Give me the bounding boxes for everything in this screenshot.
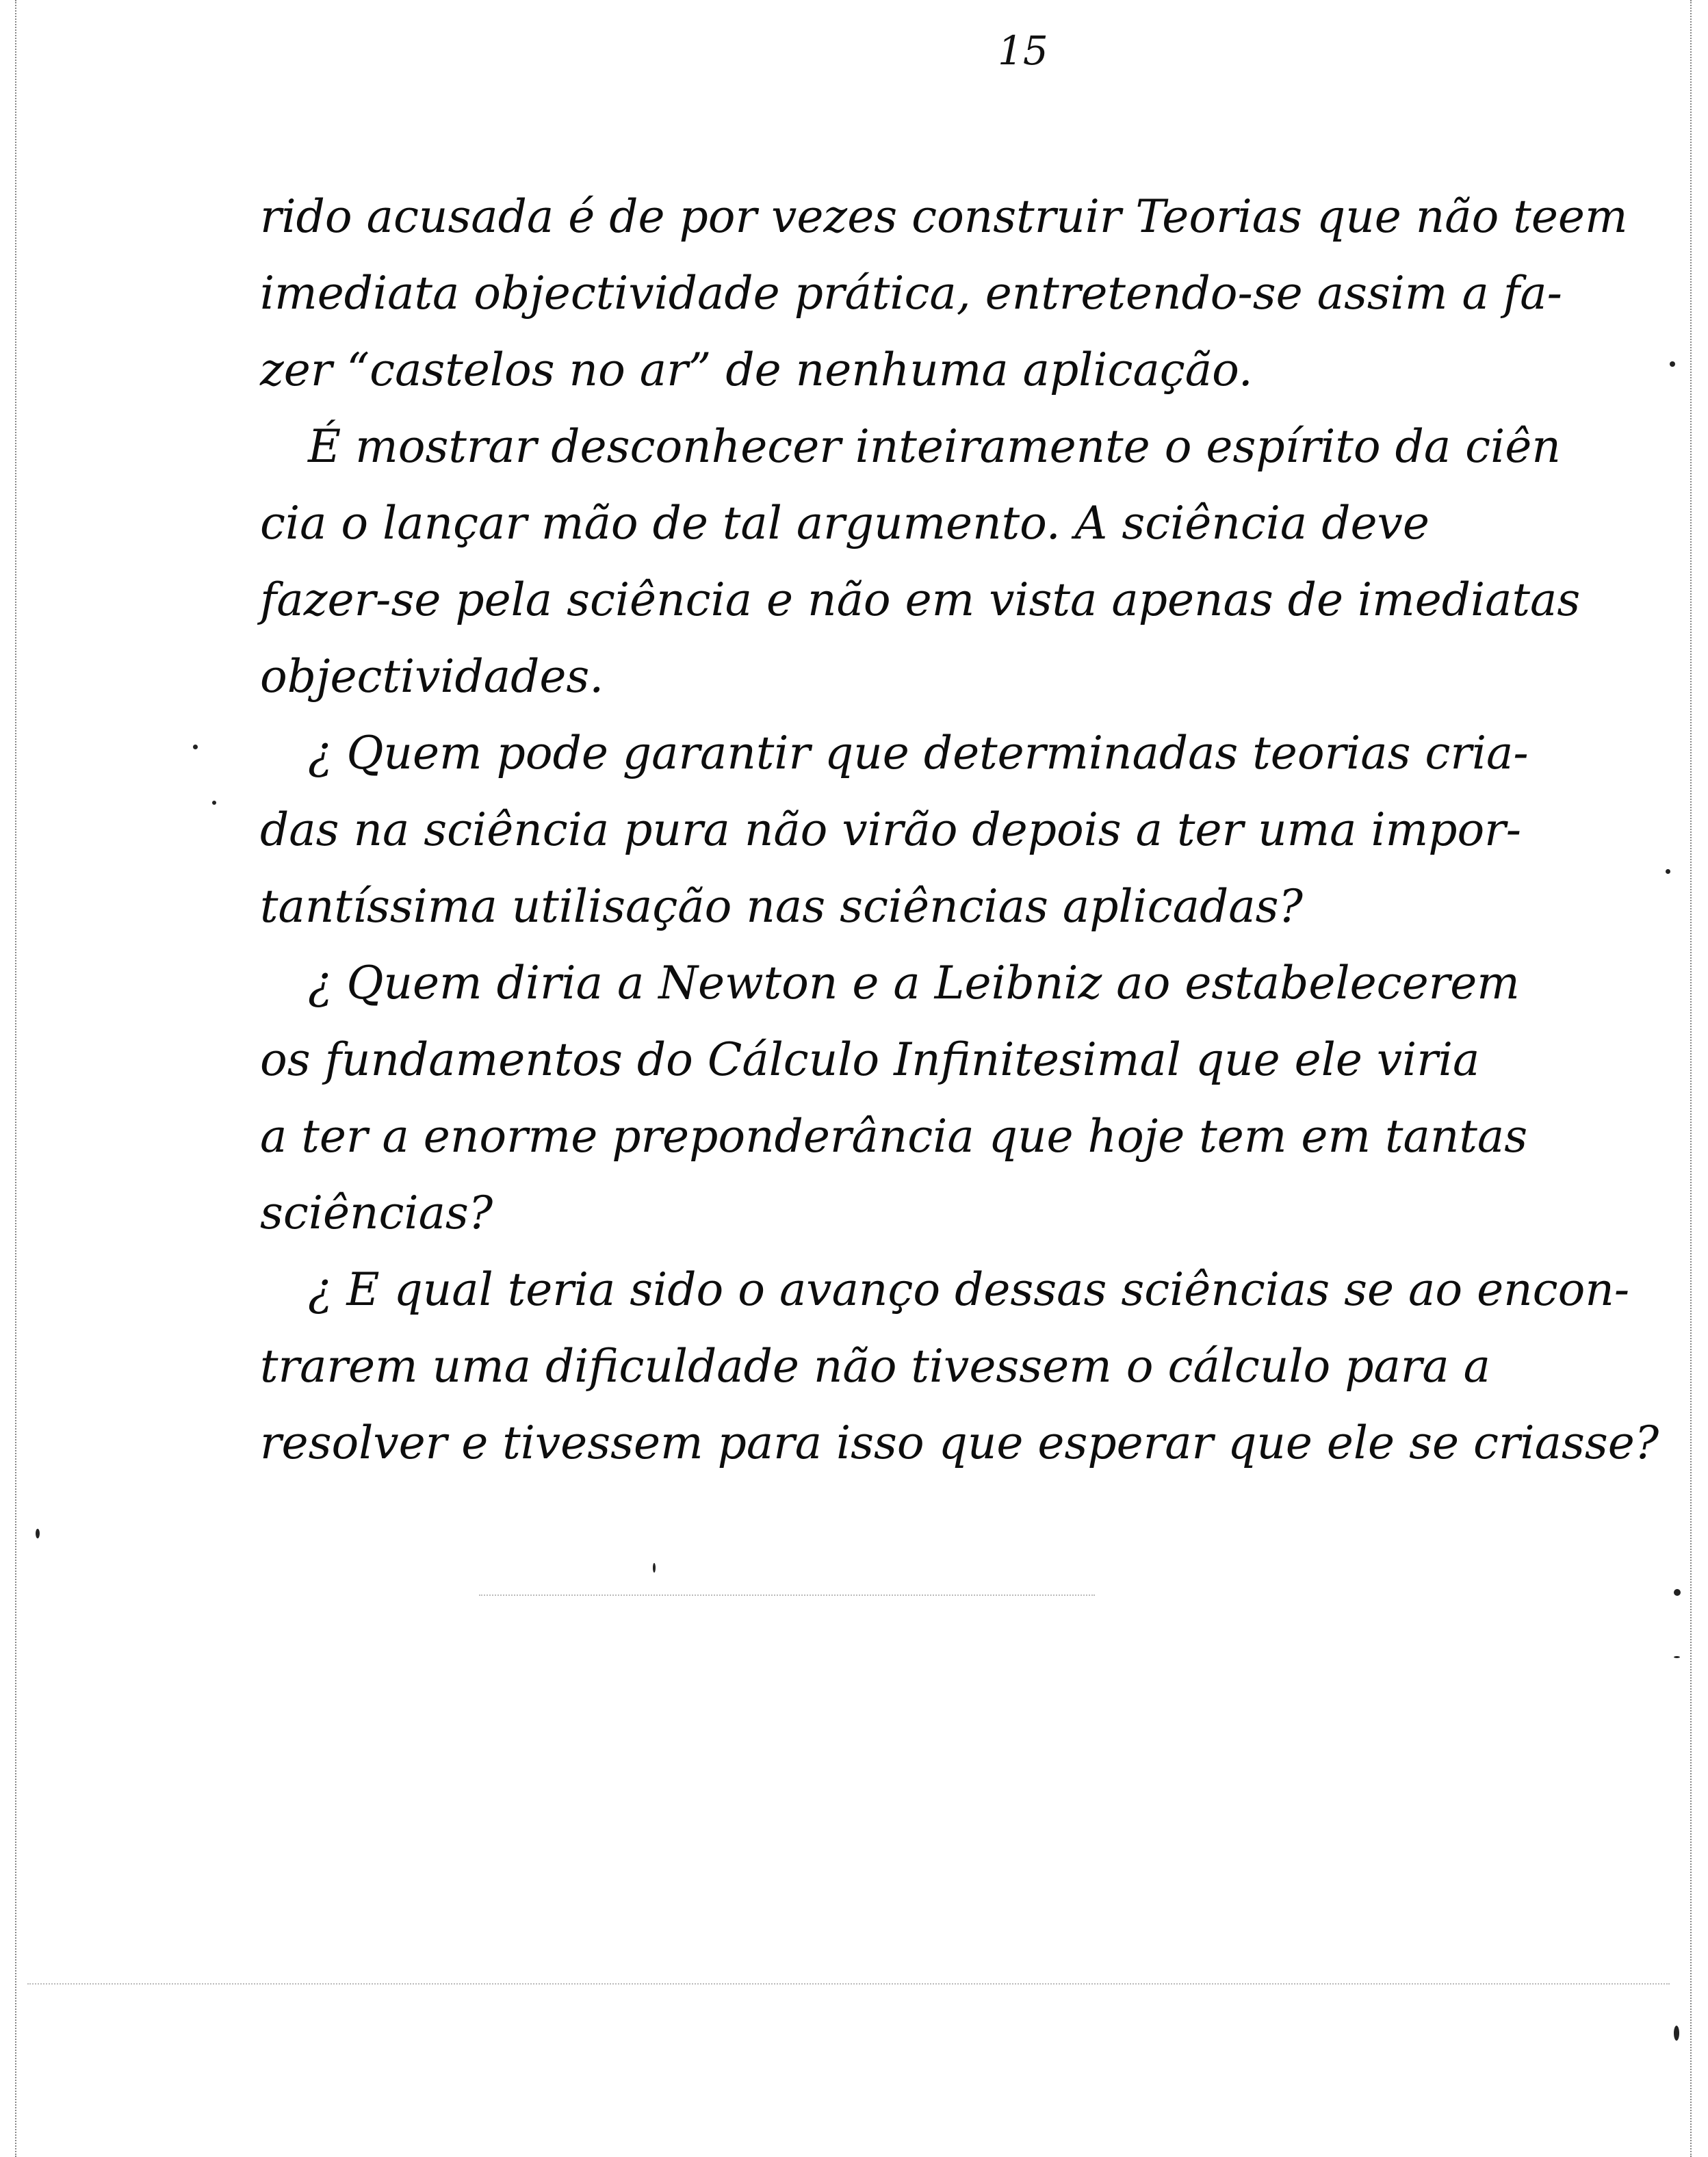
scan-edge-right: [1690, 0, 1692, 2157]
text-line: ¿ E qual teria sido o avanço dessas sciências se ao encon-: [308, 1263, 1630, 1316]
text-line: os fundamentos do Cálculo Infinitesimal que ele viria: [260, 1033, 1480, 1086]
text-line: das na sciência pura não virão depois a ter uma impor-: [260, 803, 1522, 856]
text-line: ¿ Quem diria a Newton e a Leibniz ao estabelecerem: [308, 957, 1520, 1009]
text-line: tantíssima utilisação nas sciências aplicadas?: [260, 880, 1303, 933]
text-line: rido acusada é de por vezes construir Teorias que não teem: [260, 190, 1628, 243]
scan-speck: [1674, 1589, 1681, 1596]
scan-speck: [1674, 2026, 1679, 2041]
text-line: É mostrar desconhecer inteiramente o espírito da ciên: [308, 420, 1561, 473]
text-line: resolver e tivessem para isso que esperar que ele se criasse?: [260, 1417, 1659, 1469]
scan-speck: [212, 801, 216, 805]
text-line: trarem uma dificuldade não tivessem o cálculo para a: [260, 1340, 1491, 1393]
scan-speck: [1674, 1656, 1680, 1658]
text-line: objectividades.: [260, 650, 604, 703]
handwritten-text-block: [260, 179, 1683, 1469]
text-line: sciências?: [260, 1187, 493, 1239]
scan-speck: [1666, 869, 1670, 874]
scan-noise-row: [27, 1983, 1670, 1985]
scan-speck: [193, 745, 198, 749]
text-line: ¿ Quem pode garantir que determinadas teorias cria-: [308, 727, 1529, 779]
scan-speck: [653, 1563, 656, 1573]
scan-speck: [36, 1529, 40, 1538]
page-number: 15: [998, 27, 1048, 74]
text-line: a ter a enorme preponderância que hoje tem em tantas: [260, 1110, 1528, 1163]
scan-edge-left: [15, 0, 16, 2157]
scan-noise-row: [479, 1594, 1095, 1596]
text-line: imediata objectividade prática, entretendo-se assim a fa-: [260, 267, 1562, 320]
text-line: fazer-se pela sciência e não em vista apenas de imediatas: [260, 573, 1581, 626]
scan-speck: [1670, 361, 1675, 367]
text-line: zer “castelos no ar” de nenhuma aplicação.: [260, 344, 1253, 396]
text-line: cia o lançar mão de tal argumento. A sciência deve: [260, 497, 1429, 550]
